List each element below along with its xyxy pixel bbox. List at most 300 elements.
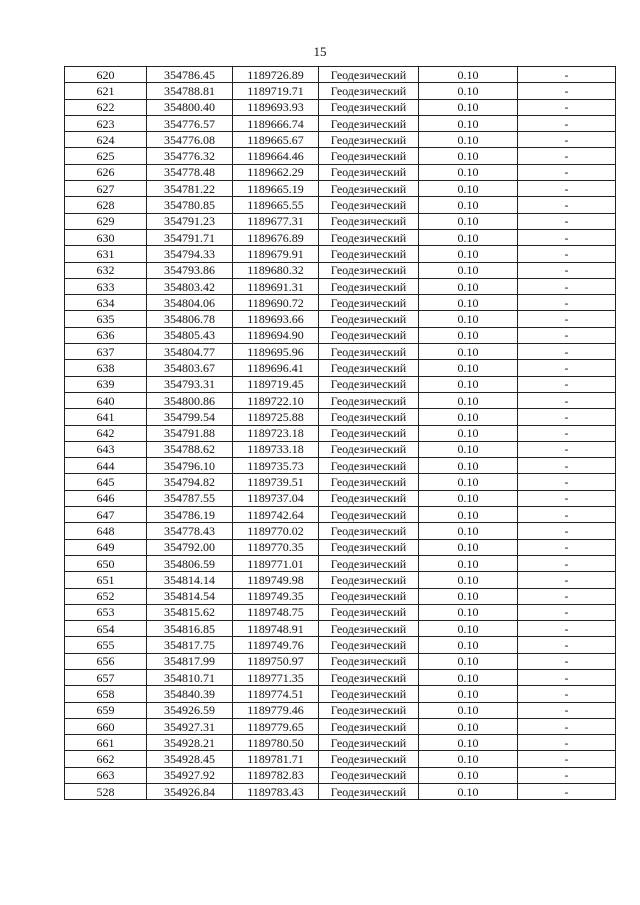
y-coordinate-cell: 1189781.71 bbox=[233, 751, 319, 767]
y-coordinate-cell: 1189696.41 bbox=[233, 360, 319, 376]
accuracy-cell: 0.10 bbox=[419, 604, 518, 620]
accuracy-cell: 0.10 bbox=[419, 507, 518, 523]
method-cell: Геодезический bbox=[319, 425, 419, 441]
note-cell: - bbox=[518, 67, 616, 83]
table-row bbox=[65, 686, 616, 702]
table-row bbox=[65, 621, 616, 637]
y-coordinate-cell: 1189749.98 bbox=[233, 572, 319, 588]
note-cell: - bbox=[518, 295, 616, 311]
table-row bbox=[65, 278, 616, 294]
point-number-cell: 640 bbox=[65, 392, 147, 408]
accuracy-cell: 0.10 bbox=[419, 115, 518, 131]
accuracy-cell: 0.10 bbox=[419, 295, 518, 311]
note-cell: - bbox=[518, 604, 616, 620]
note-cell: - bbox=[518, 164, 616, 180]
note-cell: - bbox=[518, 441, 616, 457]
note-cell: - bbox=[518, 637, 616, 653]
accuracy-cell: 0.10 bbox=[419, 588, 518, 604]
point-number-cell: 628 bbox=[65, 197, 147, 213]
y-coordinate-cell: 1189719.45 bbox=[233, 376, 319, 392]
note-cell: - bbox=[518, 262, 616, 278]
accuracy-cell: 0.10 bbox=[419, 621, 518, 637]
note-cell: - bbox=[518, 311, 616, 327]
table-row bbox=[65, 246, 616, 262]
y-coordinate-cell: 1189735.73 bbox=[233, 458, 319, 474]
method-cell: Геодезический bbox=[319, 295, 419, 311]
method-cell: Геодезический bbox=[319, 115, 419, 131]
y-coordinate-cell: 1189693.66 bbox=[233, 311, 319, 327]
note-cell: - bbox=[518, 653, 616, 669]
note-cell: - bbox=[518, 376, 616, 392]
point-number-cell: 639 bbox=[65, 376, 147, 392]
method-cell: Геодезический bbox=[319, 441, 419, 457]
point-number-cell: 642 bbox=[65, 425, 147, 441]
method-cell: Геодезический bbox=[319, 539, 419, 555]
x-coordinate-cell: 354791.23 bbox=[147, 213, 233, 229]
method-cell: Геодезический bbox=[319, 555, 419, 571]
accuracy-cell: 0.10 bbox=[419, 262, 518, 278]
note-cell: - bbox=[518, 197, 616, 213]
x-coordinate-cell: 354776.57 bbox=[147, 115, 233, 131]
note-cell: - bbox=[518, 767, 616, 783]
accuracy-cell: 0.10 bbox=[419, 197, 518, 213]
method-cell: Геодезический bbox=[319, 344, 419, 360]
x-coordinate-cell: 354927.92 bbox=[147, 767, 233, 783]
x-coordinate-cell: 354928.45 bbox=[147, 751, 233, 767]
y-coordinate-cell: 1189748.91 bbox=[233, 621, 319, 637]
note-cell: - bbox=[518, 669, 616, 685]
note-cell: - bbox=[518, 409, 616, 425]
method-cell: Геодезический bbox=[319, 360, 419, 376]
x-coordinate-cell: 354791.71 bbox=[147, 229, 233, 245]
note-cell: - bbox=[518, 132, 616, 148]
point-number-cell: 651 bbox=[65, 572, 147, 588]
y-coordinate-cell: 1189737.04 bbox=[233, 490, 319, 506]
table-row bbox=[65, 539, 616, 555]
note-cell: - bbox=[518, 751, 616, 767]
y-coordinate-cell: 1189780.50 bbox=[233, 735, 319, 751]
accuracy-cell: 0.10 bbox=[419, 99, 518, 115]
x-coordinate-cell: 354781.22 bbox=[147, 181, 233, 197]
x-coordinate-cell: 354794.82 bbox=[147, 474, 233, 490]
table-row bbox=[65, 572, 616, 588]
point-number-cell: 632 bbox=[65, 262, 147, 278]
y-coordinate-cell: 1189725.88 bbox=[233, 409, 319, 425]
note-cell: - bbox=[518, 621, 616, 637]
x-coordinate-cell: 354796.10 bbox=[147, 458, 233, 474]
table-row bbox=[65, 425, 616, 441]
x-coordinate-cell: 354816.85 bbox=[147, 621, 233, 637]
y-coordinate-cell: 1189726.89 bbox=[233, 67, 319, 83]
accuracy-cell: 0.10 bbox=[419, 360, 518, 376]
x-coordinate-cell: 354776.32 bbox=[147, 148, 233, 164]
point-number-cell: 636 bbox=[65, 327, 147, 343]
accuracy-cell: 0.10 bbox=[419, 490, 518, 506]
accuracy-cell: 0.10 bbox=[419, 311, 518, 327]
note-cell: - bbox=[518, 246, 616, 262]
method-cell: Геодезический bbox=[319, 246, 419, 262]
x-coordinate-cell: 354817.75 bbox=[147, 637, 233, 653]
point-number-cell: 649 bbox=[65, 539, 147, 555]
table-row bbox=[65, 702, 616, 718]
point-number-cell: 654 bbox=[65, 621, 147, 637]
y-coordinate-cell: 1189749.76 bbox=[233, 637, 319, 653]
method-cell: Геодезический bbox=[319, 588, 419, 604]
x-coordinate-cell: 354817.99 bbox=[147, 653, 233, 669]
accuracy-cell: 0.10 bbox=[419, 327, 518, 343]
note-cell: - bbox=[518, 490, 616, 506]
y-coordinate-cell: 1189770.02 bbox=[233, 523, 319, 539]
method-cell: Геодезический bbox=[319, 164, 419, 180]
accuracy-cell: 0.10 bbox=[419, 409, 518, 425]
table-row bbox=[65, 409, 616, 425]
table-row bbox=[65, 344, 616, 360]
method-cell: Геодезический bbox=[319, 458, 419, 474]
accuracy-cell: 0.10 bbox=[419, 83, 518, 99]
accuracy-cell: 0.10 bbox=[419, 735, 518, 751]
x-coordinate-cell: 354804.06 bbox=[147, 295, 233, 311]
x-coordinate-cell: 354814.14 bbox=[147, 572, 233, 588]
method-cell: Геодезический bbox=[319, 686, 419, 702]
method-cell: Геодезический bbox=[319, 278, 419, 294]
point-number-cell: 644 bbox=[65, 458, 147, 474]
method-cell: Геодезический bbox=[319, 327, 419, 343]
note-cell: - bbox=[518, 474, 616, 490]
point-number-cell: 662 bbox=[65, 751, 147, 767]
x-coordinate-cell: 354793.31 bbox=[147, 376, 233, 392]
table-row bbox=[65, 376, 616, 392]
x-coordinate-cell: 354806.59 bbox=[147, 555, 233, 571]
x-coordinate-cell: 354793.86 bbox=[147, 262, 233, 278]
point-number-cell: 660 bbox=[65, 718, 147, 734]
accuracy-cell: 0.10 bbox=[419, 539, 518, 555]
point-number-cell: 646 bbox=[65, 490, 147, 506]
note-cell: - bbox=[518, 523, 616, 539]
table-row bbox=[65, 507, 616, 523]
note-cell: - bbox=[518, 148, 616, 164]
x-coordinate-cell: 354787.55 bbox=[147, 490, 233, 506]
x-coordinate-cell: 354794.33 bbox=[147, 246, 233, 262]
note-cell: - bbox=[518, 392, 616, 408]
accuracy-cell: 0.10 bbox=[419, 164, 518, 180]
y-coordinate-cell: 1189723.18 bbox=[233, 425, 319, 441]
note-cell: - bbox=[518, 99, 616, 115]
x-coordinate-cell: 354804.77 bbox=[147, 344, 233, 360]
point-number-cell: 627 bbox=[65, 181, 147, 197]
note-cell: - bbox=[518, 425, 616, 441]
x-coordinate-cell: 354799.54 bbox=[147, 409, 233, 425]
accuracy-cell: 0.10 bbox=[419, 67, 518, 83]
x-coordinate-cell: 354786.45 bbox=[147, 67, 233, 83]
y-coordinate-cell: 1189694.90 bbox=[233, 327, 319, 343]
table-row bbox=[65, 588, 616, 604]
y-coordinate-cell: 1189664.46 bbox=[233, 148, 319, 164]
method-cell: Геодезический bbox=[319, 99, 419, 115]
table-row bbox=[65, 474, 616, 490]
table-row bbox=[65, 262, 616, 278]
method-cell: Геодезический bbox=[319, 669, 419, 685]
note-cell: - bbox=[518, 735, 616, 751]
x-coordinate-cell: 354792.00 bbox=[147, 539, 233, 555]
point-number-cell: 623 bbox=[65, 115, 147, 131]
accuracy-cell: 0.10 bbox=[419, 132, 518, 148]
y-coordinate-cell: 1189779.46 bbox=[233, 702, 319, 718]
table-row bbox=[65, 327, 616, 343]
x-coordinate-cell: 354927.31 bbox=[147, 718, 233, 734]
accuracy-cell: 0.10 bbox=[419, 718, 518, 734]
table-row bbox=[65, 653, 616, 669]
method-cell: Геодезический bbox=[319, 376, 419, 392]
x-coordinate-cell: 354778.43 bbox=[147, 523, 233, 539]
y-coordinate-cell: 1189666.74 bbox=[233, 115, 319, 131]
method-cell: Геодезический bbox=[319, 392, 419, 408]
point-number-cell: 643 bbox=[65, 441, 147, 457]
point-number-cell: 647 bbox=[65, 507, 147, 523]
x-coordinate-cell: 354778.48 bbox=[147, 164, 233, 180]
point-number-cell: 625 bbox=[65, 148, 147, 164]
point-number-cell: 659 bbox=[65, 702, 147, 718]
method-cell: Геодезический bbox=[319, 474, 419, 490]
table-row bbox=[65, 148, 616, 164]
note-cell: - bbox=[518, 83, 616, 99]
x-coordinate-cell: 354814.54 bbox=[147, 588, 233, 604]
method-cell: Геодезический bbox=[319, 197, 419, 213]
note-cell: - bbox=[518, 555, 616, 571]
accuracy-cell: 0.10 bbox=[419, 572, 518, 588]
method-cell: Геодезический bbox=[319, 653, 419, 669]
table-row bbox=[65, 735, 616, 751]
y-coordinate-cell: 1189719.71 bbox=[233, 83, 319, 99]
page-number: 15 bbox=[313, 44, 327, 59]
point-number-cell: 631 bbox=[65, 246, 147, 262]
point-number-cell: 629 bbox=[65, 213, 147, 229]
table-row bbox=[65, 441, 616, 457]
note-cell: - bbox=[518, 115, 616, 131]
note-cell: - bbox=[518, 213, 616, 229]
method-cell: Геодезический bbox=[319, 83, 419, 99]
point-number-cell: 630 bbox=[65, 229, 147, 245]
point-number-cell: 626 bbox=[65, 164, 147, 180]
table-row bbox=[65, 360, 616, 376]
note-cell: - bbox=[518, 278, 616, 294]
point-number-cell: 641 bbox=[65, 409, 147, 425]
point-number-cell: 652 bbox=[65, 588, 147, 604]
y-coordinate-cell: 1189693.93 bbox=[233, 99, 319, 115]
table-row bbox=[65, 67, 616, 83]
method-cell: Геодезический bbox=[319, 409, 419, 425]
x-coordinate-cell: 354776.08 bbox=[147, 132, 233, 148]
coordinates-table bbox=[64, 66, 616, 800]
note-cell: - bbox=[518, 327, 616, 343]
accuracy-cell: 0.10 bbox=[419, 686, 518, 702]
point-number-cell: 661 bbox=[65, 735, 147, 751]
point-number-cell: 528 bbox=[65, 784, 147, 800]
accuracy-cell: 0.10 bbox=[419, 637, 518, 653]
y-coordinate-cell: 1189722.10 bbox=[233, 392, 319, 408]
table-row bbox=[65, 555, 616, 571]
y-coordinate-cell: 1189680.32 bbox=[233, 262, 319, 278]
table-row bbox=[65, 115, 616, 131]
x-coordinate-cell: 354926.59 bbox=[147, 702, 233, 718]
method-cell: Геодезический bbox=[319, 718, 419, 734]
note-cell: - bbox=[518, 507, 616, 523]
table-row bbox=[65, 229, 616, 245]
accuracy-cell: 0.10 bbox=[419, 441, 518, 457]
point-number-cell: 645 bbox=[65, 474, 147, 490]
y-coordinate-cell: 1189771.35 bbox=[233, 669, 319, 685]
table-row bbox=[65, 295, 616, 311]
table-row bbox=[65, 784, 616, 800]
x-coordinate-cell: 354800.86 bbox=[147, 392, 233, 408]
method-cell: Геодезический bbox=[319, 702, 419, 718]
y-coordinate-cell: 1189677.31 bbox=[233, 213, 319, 229]
table-row bbox=[65, 392, 616, 408]
note-cell: - bbox=[518, 588, 616, 604]
y-coordinate-cell: 1189783.43 bbox=[233, 784, 319, 800]
point-number-cell: 624 bbox=[65, 132, 147, 148]
method-cell: Геодезический bbox=[319, 735, 419, 751]
accuracy-cell: 0.10 bbox=[419, 523, 518, 539]
method-cell: Геодезический bbox=[319, 572, 419, 588]
point-number-cell: 635 bbox=[65, 311, 147, 327]
method-cell: Геодезический bbox=[319, 213, 419, 229]
table-row bbox=[65, 197, 616, 213]
note-cell: - bbox=[518, 539, 616, 555]
x-coordinate-cell: 354806.78 bbox=[147, 311, 233, 327]
accuracy-cell: 0.10 bbox=[419, 784, 518, 800]
accuracy-cell: 0.10 bbox=[419, 653, 518, 669]
point-number-cell: 653 bbox=[65, 604, 147, 620]
y-coordinate-cell: 1189733.18 bbox=[233, 441, 319, 457]
point-number-cell: 622 bbox=[65, 99, 147, 115]
y-coordinate-cell: 1189695.96 bbox=[233, 344, 319, 360]
method-cell: Геодезический bbox=[319, 132, 419, 148]
y-coordinate-cell: 1189779.65 bbox=[233, 718, 319, 734]
x-coordinate-cell: 354803.67 bbox=[147, 360, 233, 376]
table-row bbox=[65, 213, 616, 229]
note-cell: - bbox=[518, 229, 616, 245]
method-cell: Геодезический bbox=[319, 490, 419, 506]
note-cell: - bbox=[518, 572, 616, 588]
x-coordinate-cell: 354788.81 bbox=[147, 83, 233, 99]
accuracy-cell: 0.10 bbox=[419, 229, 518, 245]
accuracy-cell: 0.10 bbox=[419, 767, 518, 783]
method-cell: Геодезический bbox=[319, 751, 419, 767]
table-row bbox=[65, 669, 616, 685]
y-coordinate-cell: 1189665.67 bbox=[233, 132, 319, 148]
note-cell: - bbox=[518, 784, 616, 800]
x-coordinate-cell: 354788.62 bbox=[147, 441, 233, 457]
table-row bbox=[65, 604, 616, 620]
y-coordinate-cell: 1189749.35 bbox=[233, 588, 319, 604]
point-number-cell: 637 bbox=[65, 344, 147, 360]
note-cell: - bbox=[518, 718, 616, 734]
method-cell: Геодезический bbox=[319, 784, 419, 800]
note-cell: - bbox=[518, 702, 616, 718]
point-number-cell: 634 bbox=[65, 295, 147, 311]
method-cell: Геодезический bbox=[319, 181, 419, 197]
table-row bbox=[65, 523, 616, 539]
table-row bbox=[65, 132, 616, 148]
x-coordinate-cell: 354800.40 bbox=[147, 99, 233, 115]
x-coordinate-cell: 354810.71 bbox=[147, 669, 233, 685]
point-number-cell: 621 bbox=[65, 83, 147, 99]
accuracy-cell: 0.10 bbox=[419, 392, 518, 408]
table-row bbox=[65, 767, 616, 783]
table-row bbox=[65, 83, 616, 99]
table-row bbox=[65, 490, 616, 506]
y-coordinate-cell: 1189770.35 bbox=[233, 539, 319, 555]
table-row bbox=[65, 181, 616, 197]
x-coordinate-cell: 354840.39 bbox=[147, 686, 233, 702]
method-cell: Геодезический bbox=[319, 507, 419, 523]
x-coordinate-cell: 354803.42 bbox=[147, 278, 233, 294]
table-row bbox=[65, 637, 616, 653]
y-coordinate-cell: 1189690.72 bbox=[233, 295, 319, 311]
note-cell: - bbox=[518, 458, 616, 474]
note-cell: - bbox=[518, 344, 616, 360]
y-coordinate-cell: 1189750.97 bbox=[233, 653, 319, 669]
point-number-cell: 663 bbox=[65, 767, 147, 783]
coordinates-table-body bbox=[65, 67, 616, 800]
table-row bbox=[65, 718, 616, 734]
x-coordinate-cell: 354791.88 bbox=[147, 425, 233, 441]
table-row bbox=[65, 164, 616, 180]
method-cell: Геодезический bbox=[319, 523, 419, 539]
accuracy-cell: 0.10 bbox=[419, 751, 518, 767]
method-cell: Геодезический bbox=[319, 229, 419, 245]
accuracy-cell: 0.10 bbox=[419, 278, 518, 294]
accuracy-cell: 0.10 bbox=[419, 425, 518, 441]
point-number-cell: 638 bbox=[65, 360, 147, 376]
accuracy-cell: 0.10 bbox=[419, 213, 518, 229]
y-coordinate-cell: 1189739.51 bbox=[233, 474, 319, 490]
method-cell: Геодезический bbox=[319, 767, 419, 783]
y-coordinate-cell: 1189771.01 bbox=[233, 555, 319, 571]
method-cell: Геодезический bbox=[319, 148, 419, 164]
y-coordinate-cell: 1189665.55 bbox=[233, 197, 319, 213]
y-coordinate-cell: 1189679.91 bbox=[233, 246, 319, 262]
accuracy-cell: 0.10 bbox=[419, 181, 518, 197]
table-row bbox=[65, 751, 616, 767]
y-coordinate-cell: 1189662.29 bbox=[233, 164, 319, 180]
method-cell: Геодезический bbox=[319, 311, 419, 327]
x-coordinate-cell: 354815.62 bbox=[147, 604, 233, 620]
accuracy-cell: 0.10 bbox=[419, 474, 518, 490]
accuracy-cell: 0.10 bbox=[419, 458, 518, 474]
point-number-cell: 658 bbox=[65, 686, 147, 702]
x-coordinate-cell: 354928.21 bbox=[147, 735, 233, 751]
x-coordinate-cell: 354780.85 bbox=[147, 197, 233, 213]
table-row bbox=[65, 311, 616, 327]
method-cell: Геодезический bbox=[319, 67, 419, 83]
x-coordinate-cell: 354786.19 bbox=[147, 507, 233, 523]
point-number-cell: 620 bbox=[65, 67, 147, 83]
table-row bbox=[65, 458, 616, 474]
point-number-cell: 650 bbox=[65, 555, 147, 571]
accuracy-cell: 0.10 bbox=[419, 376, 518, 392]
accuracy-cell: 0.10 bbox=[419, 555, 518, 571]
y-coordinate-cell: 1189676.89 bbox=[233, 229, 319, 245]
note-cell: - bbox=[518, 360, 616, 376]
point-number-cell: 655 bbox=[65, 637, 147, 653]
note-cell: - bbox=[518, 686, 616, 702]
table-row bbox=[65, 99, 616, 115]
y-coordinate-cell: 1189691.31 bbox=[233, 278, 319, 294]
point-number-cell: 633 bbox=[65, 278, 147, 294]
note-cell: - bbox=[518, 181, 616, 197]
point-number-cell: 657 bbox=[65, 669, 147, 685]
